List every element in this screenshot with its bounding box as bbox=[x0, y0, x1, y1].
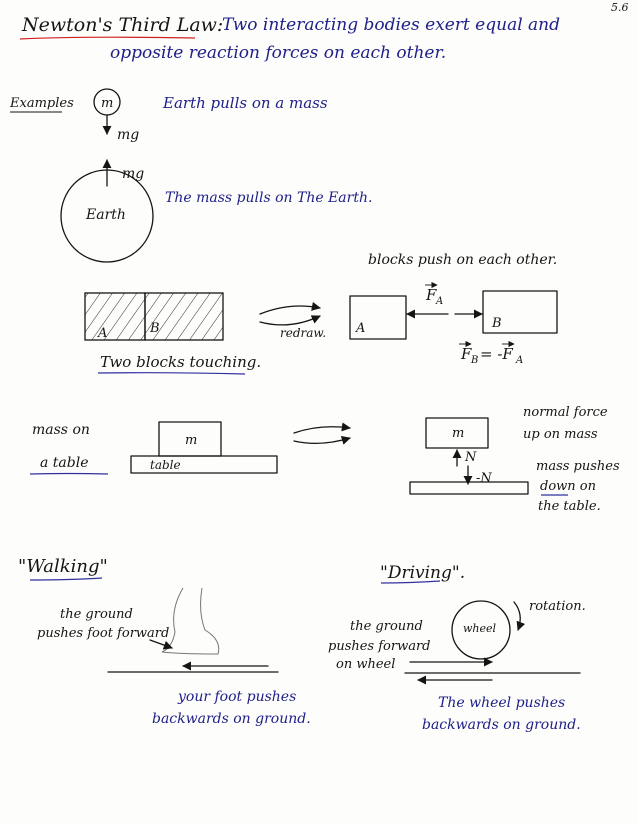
normal-note-line2: up on mass bbox=[523, 427, 598, 442]
driving-ground-line2: pushes forward bbox=[328, 639, 431, 654]
block-a-label: A bbox=[98, 326, 108, 341]
push-note-line3: the table. bbox=[538, 499, 601, 514]
driving-wheel-line1: The wheel pushes bbox=[438, 695, 566, 711]
force-eq-rhs: = -F bbox=[480, 345, 513, 363]
push-note: blocks push on each other. bbox=[368, 252, 558, 268]
force-up-label: mg bbox=[122, 166, 145, 182]
force-a-subscript: A bbox=[436, 296, 444, 307]
earth-label: Earth bbox=[86, 207, 126, 223]
law-label: Newton's Third Law: bbox=[22, 14, 224, 36]
ground-push-foot-arrow bbox=[150, 640, 172, 648]
redraw-arrow-bottom bbox=[260, 316, 320, 325]
table-surface-label: table bbox=[150, 458, 181, 472]
foot-outline bbox=[162, 588, 219, 654]
earth-pulls-text: Earth pulls on a mass bbox=[163, 94, 328, 112]
page-number: 5.6 bbox=[611, 1, 629, 14]
walking-title: "Walking" bbox=[18, 556, 108, 577]
redrawn-table bbox=[410, 482, 528, 494]
force-eq-label: F bbox=[461, 345, 472, 363]
law-text-line2: opposite reaction forces on each other. bbox=[110, 43, 447, 63]
table-redraw-arrow-top bbox=[294, 427, 350, 433]
walking-ground-line1: the ground bbox=[60, 607, 133, 622]
wheel-label: wheel bbox=[463, 622, 497, 635]
walking-ground-line2: pushes foot forward bbox=[37, 626, 170, 641]
rotation-arrow bbox=[514, 602, 520, 630]
mass-pulls-text: The mass pulls on The Earth. bbox=[165, 190, 373, 206]
normal-note-line1: normal force bbox=[523, 405, 608, 420]
block-b-label: B bbox=[150, 321, 160, 336]
redraw-arrow-top bbox=[260, 306, 320, 314]
title-underline bbox=[20, 37, 195, 39]
redrawn-mass-label: m bbox=[452, 426, 465, 441]
mass-label: m bbox=[101, 96, 114, 111]
rotation-label: rotation. bbox=[529, 599, 586, 614]
walking-foot-line2: backwards on ground. bbox=[152, 711, 311, 727]
push-note-line1: mass pushes bbox=[536, 459, 620, 474]
table-label-line1: mass on bbox=[32, 422, 90, 438]
driving-ground-line3: on wheel bbox=[336, 657, 396, 672]
force-eq-rhs-subscript: A bbox=[516, 355, 524, 366]
blocks-caption-underline bbox=[98, 373, 245, 374]
table-label-line2: a table bbox=[40, 455, 89, 471]
table-redraw-arrow-bottom bbox=[294, 438, 350, 443]
walking-underline bbox=[30, 578, 102, 580]
force-down-label: mg bbox=[117, 127, 140, 143]
redrawn-block-a-label: A bbox=[356, 321, 366, 336]
force-a-label: F bbox=[426, 286, 437, 304]
block-a bbox=[85, 293, 145, 340]
walking-foot-line1: your foot pushes bbox=[178, 689, 297, 705]
driving-title: "Driving". bbox=[380, 563, 466, 583]
table-mass-label: m bbox=[185, 433, 198, 448]
law-text-line1: Two interacting bodies exert equal and bbox=[222, 15, 561, 35]
normal-up-label: N bbox=[465, 450, 477, 465]
examples-label: Examples bbox=[10, 96, 74, 111]
blocks-caption: Two blocks touching. bbox=[100, 353, 262, 371]
redraw-label: redraw. bbox=[280, 326, 327, 340]
force-eq-subscript: B bbox=[471, 355, 479, 366]
table-label-underline bbox=[30, 474, 108, 475]
driving-ground-line1: the ground bbox=[350, 619, 423, 634]
push-note-line2: down on bbox=[540, 479, 596, 494]
normal-down-label: -N bbox=[476, 471, 492, 486]
redrawn-block-b-label: B bbox=[492, 316, 502, 331]
driving-wheel-line2: backwards on ground. bbox=[422, 717, 581, 733]
